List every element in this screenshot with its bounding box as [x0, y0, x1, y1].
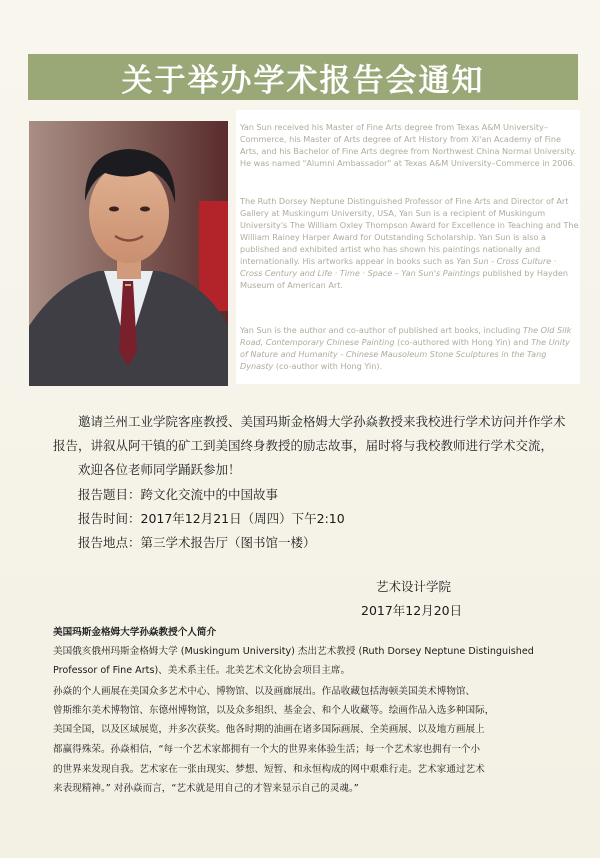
intro-line: 孙焱的个人画展在美国众多艺术中心、博物馆、以及画廊展出。作品收藏包括海顿美国美术博物馆、: [53, 686, 476, 697]
bio-text: The Ruth Dorsey Neptune Distinguished Professor of Fine Arts and Director of Art Gallery at Muskingum University, USA, Yan Sun is a recipient of Muskingum University's The William Oxley Thompson Award for Excellence in Teaching and The William Rainey Harper Award for Outstanding Scholarship. Yan Sun is also a published and exhibited artist who has shown his paintings nationally and internationally. His artworks appear in books such as: [240, 196, 579, 266]
book-title: The Unity of Nature and Humanity - Chinese Mausoleum Stone Sculptures in the Tang Dynasty: [240, 337, 570, 371]
intro-heading: 美国玛斯金格姆大学孙焱教授个人简介: [53, 627, 217, 638]
book-title: Yan Sun - Cross Culture · Cross Century and Life · Time · Space – Yan Sun's Paintings: [240, 256, 557, 278]
notice-line-3: 欢迎各位老师同学踊跃参加！: [78, 462, 241, 477]
notice-line-2: 报告，讲叙从阿干镇的矿工到美国终身教授的励志故事，届时将与我校教师进行学术交流，: [53, 438, 554, 453]
bio-text: Yan Sun is the author and co-author of published art books, including: [240, 325, 521, 335]
report-place: 报告地点：第三学术报告厅（图书馆一楼）: [78, 535, 316, 550]
title-banner: [28, 54, 578, 100]
report-topic: 报告题目：跨文化交流中的中国故事: [78, 487, 279, 502]
portrait-illustration: [29, 121, 228, 386]
signature-org: 艺术设计学院: [376, 579, 452, 594]
bio-paragraph-1: [240, 121, 580, 169]
bio-text: published by Hayden Museum of American Art.: [240, 268, 568, 290]
portrait-photo: [29, 121, 228, 386]
intro-line: 美国俄亥俄州玛斯金格姆大学 (Muskingum University) 杰出艺术教授 (Ruth Dorsey Neptune Distinguished: [53, 646, 534, 657]
intro-line: Professor of Fine Arts)、美术系主任。北美艺术文化协会项目主席。: [53, 665, 351, 676]
intro-line: 的世界来发现自我。艺术家在一张由现实、梦想、短暂、和永恒构成的网中艰难行走。艺术家通过艺术: [53, 764, 485, 775]
signature-date: 2017年12月20日: [361, 603, 463, 618]
bio-paragraph-3: [240, 324, 580, 372]
intro-line: 来表现精神。” 对孙焱而言，“艺术就是用自己的才智来显示自己的灵魂。”: [53, 783, 359, 794]
report-time: 报告时间：2017年12月21日（周四）下午2:10: [78, 511, 345, 526]
bio-text: (co-author with Hong Yin).: [275, 361, 383, 371]
bio-text: (co-authored with Hong Yin) and: [397, 337, 529, 347]
intro-line: 美国全国，以及区域展览，并多次获奖。他各时期的油画在诸多国际画展、全美画展、以及地方画展上: [53, 724, 485, 735]
notice-line-1: 邀请兰州工业学院客座教授、美国玛斯金格姆大学孙焱教授来我校进行学术访问并作学术: [78, 414, 566, 429]
bio-paragraph-2: [240, 195, 580, 291]
bio-text: Yan Sun received his Master of Fine Arts degree from Texas A&M University–Commerce, his Master of Arts degree of Art History from Xi'an Academy of Fine Arts, and his Bachelor of Fine Arts degree from Northwest China Normal University. He was named "Alumni Ambassador" at Texas A&M University–Commerce in 2006.: [240, 122, 577, 168]
page-title: 关于举办学术报告会通知: [121, 62, 485, 99]
book-title: The Old Silk Road, Contemporary Chinese Painting: [240, 325, 572, 347]
intro-line: 都赢得殊荣。孙焱相信，“每一个艺术家都拥有一个大的世界来体验生活；每一个艺术家也拥有一个小: [53, 744, 481, 755]
intro-line: 曾斯维尔美术博物馆、东德州博物馆，以及众多组织、基金会、和个人收藏等。绘画作品入选多种国际，: [53, 705, 495, 716]
